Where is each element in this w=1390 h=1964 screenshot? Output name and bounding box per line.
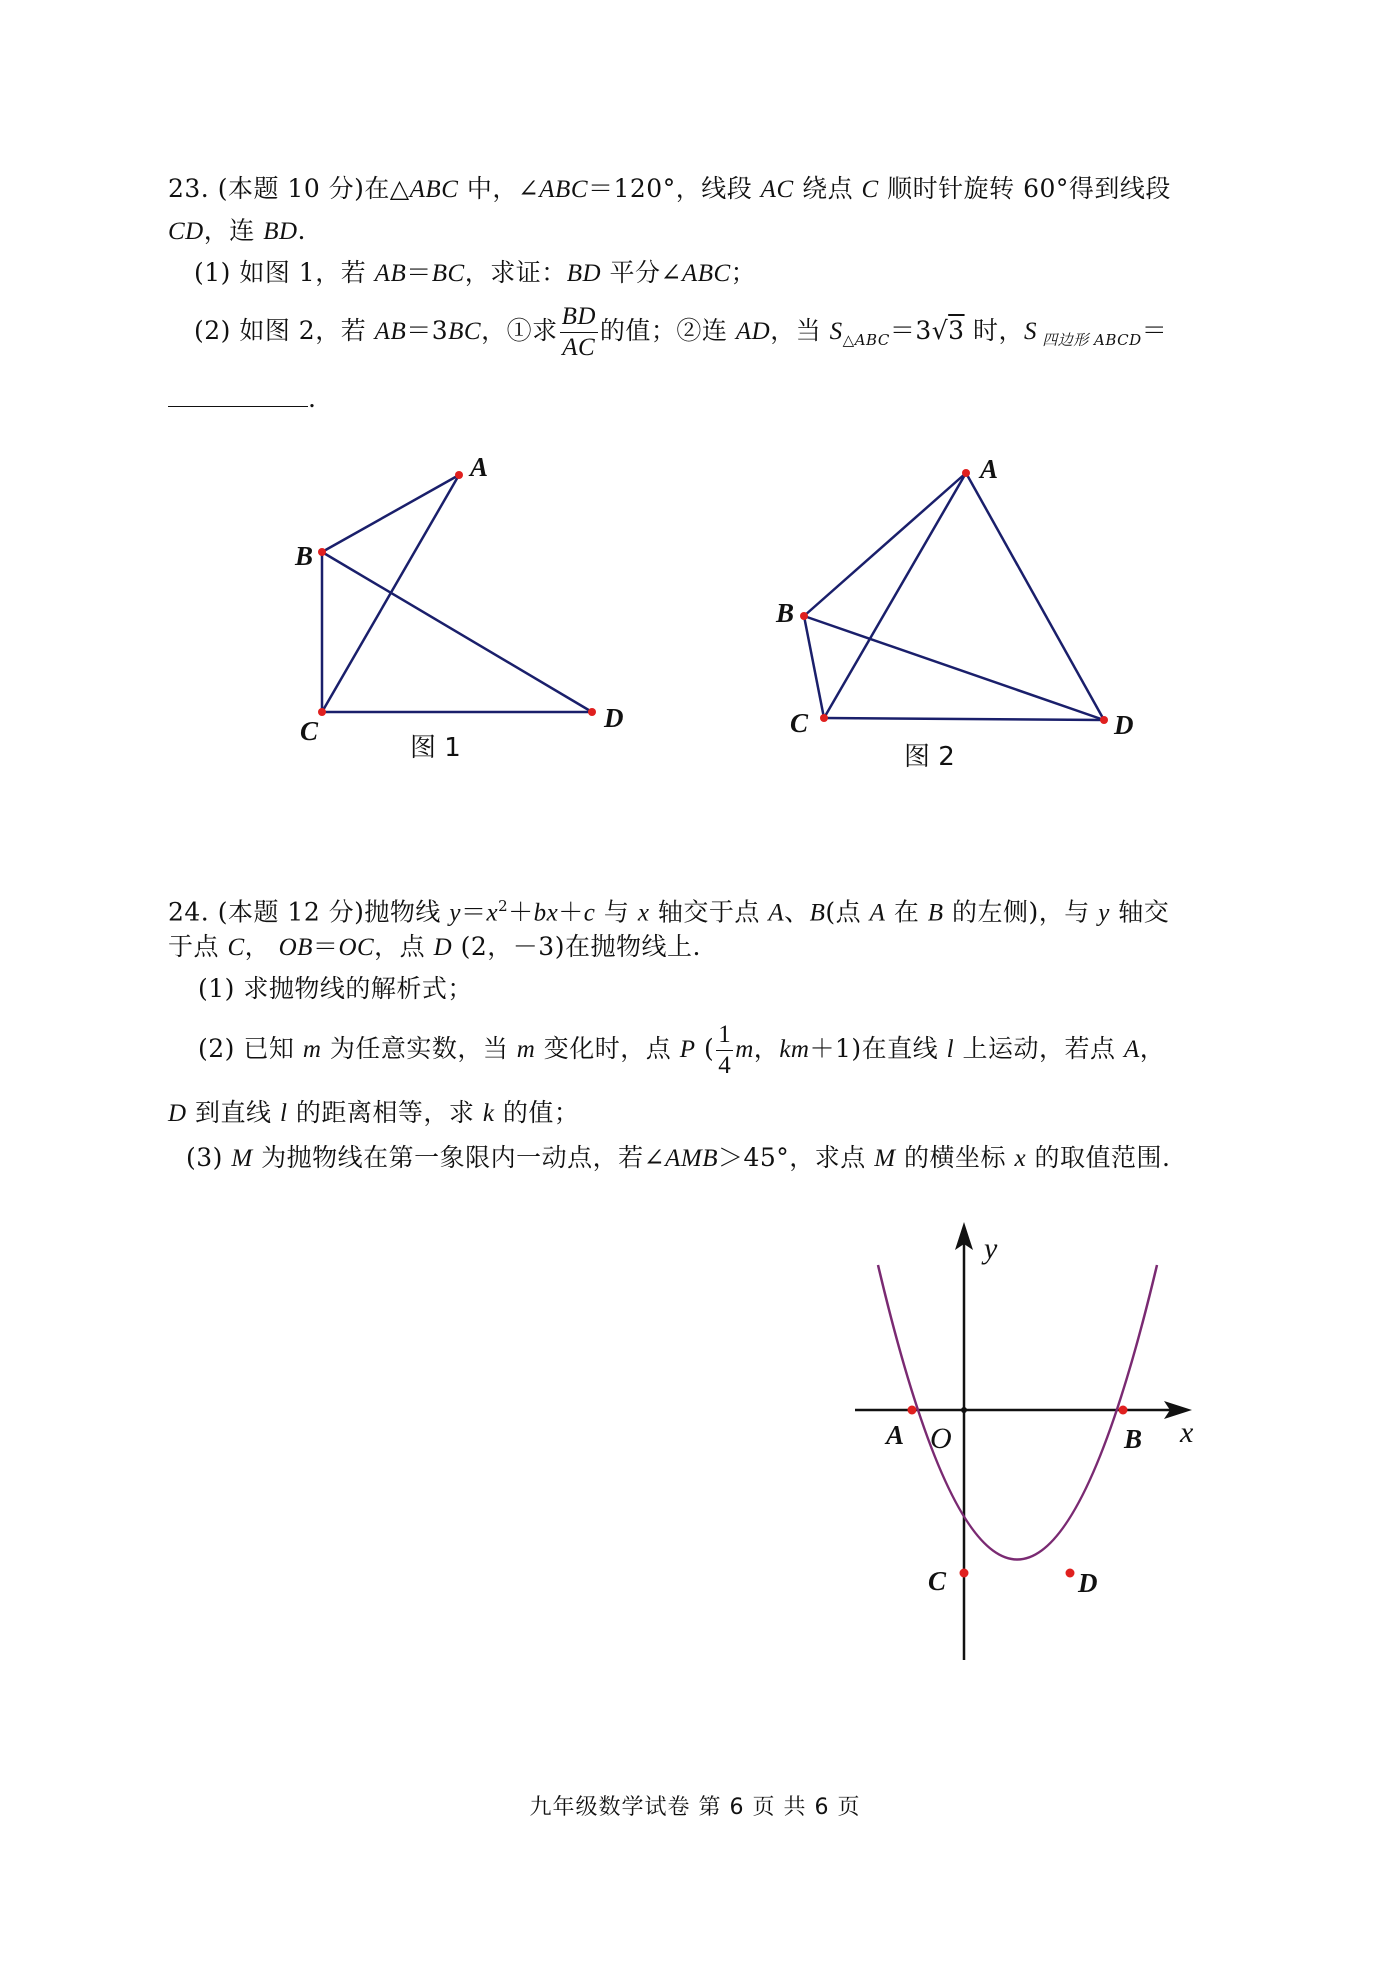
- q23-line1: 23. (本题 10 分)在△ABC 中，∠ABC＝120°，线段 AC 绕点 C 顺时针旋转 60°得到线段: [168, 174, 1171, 203]
- segment-bc: [804, 616, 824, 718]
- fraction-bd-ac: $\frac{BD}{AC}$: [561, 303, 596, 361]
- q24-part3: (3) M 为抛物线在第一象限内一动点，若∠AMB＞45°，求点 M 的横坐标 x 的取值范围.: [186, 1143, 1171, 1172]
- point-a: [908, 1406, 917, 1415]
- segment-bd: [322, 552, 592, 712]
- figure-1: [294, 452, 624, 763]
- q24-part2: (2) 已知 m 为任意实数，当 m 变化时，点 P ( $\frac{1}{4}$ m，km＋1)在直线 l 上运动，若点 A，: [198, 1021, 1166, 1079]
- label-a: A: [886, 1420, 905, 1450]
- page-footer: 九年级数学试卷 第 6 页 共 6 页: [529, 1795, 861, 1820]
- parabola-curve: [878, 1265, 1157, 1560]
- label-b: B: [776, 598, 795, 628]
- point-b: [1119, 1406, 1128, 1415]
- origin-dot: [961, 1407, 967, 1413]
- sqrt-sign: √: [931, 316, 949, 345]
- point-d: [1100, 716, 1108, 724]
- y-axis-label: y: [984, 1232, 998, 1265]
- label-c: C: [790, 708, 809, 738]
- figure-2-caption: 图 2: [904, 742, 955, 772]
- label-d: D: [1078, 1568, 1098, 1598]
- point-b: [318, 548, 326, 556]
- label-d: D: [604, 703, 624, 733]
- label-a: A: [470, 452, 489, 482]
- label-c: C: [300, 716, 319, 746]
- q23-part2: (2) 如图 2，若 AB＝3BC，①求 $\frac{BD}{AC}$ 的值；②连 AD，当 $S_{\triangle ABC}=3√3$ 时，S $_{四边形 ABCD}$＝: [194, 303, 1168, 361]
- figure-2: [775, 454, 1134, 772]
- label-c: C: [928, 1566, 947, 1596]
- q23-line2: CD，连 BD.: [168, 216, 306, 245]
- point-b: [800, 612, 808, 620]
- figure-1-caption: 图 1: [410, 733, 461, 763]
- q24-part1: (1) 求抛物线的解析式；: [198, 974, 473, 1003]
- segment-bd: [804, 616, 1104, 720]
- label-b: B: [1124, 1424, 1143, 1454]
- blank-period: .: [308, 384, 316, 413]
- segment-ab: [322, 475, 459, 552]
- origin-label: O: [930, 1422, 952, 1455]
- segment-cd: [824, 718, 1104, 720]
- fraction-one-quarter: $\frac{1}{4}$: [718, 1021, 732, 1079]
- point-d: [1066, 1569, 1075, 1578]
- point-c: [318, 708, 326, 716]
- parabola-figure: [855, 1222, 1194, 1660]
- label-a: A: [980, 454, 999, 484]
- segment-ab: [804, 473, 966, 616]
- label-b: B: [295, 541, 314, 571]
- q24-line1: 24. (本题 12 分)抛物线 $y=x^2+bx+c$ 与 x 轴交于点 A、B(点 A 在 B 的左侧)，与 y 轴交: [168, 897, 1170, 927]
- point-a: [962, 469, 970, 477]
- point-c: [960, 1569, 969, 1578]
- q23-part1: (1) 如图 1，若 AB＝BC，求证：BD 平分∠ABC；: [194, 258, 757, 287]
- q24-line2: 于点 C， OB＝OC，点 D (2，－3)在抛物线上.: [168, 932, 701, 961]
- point-c: [820, 714, 828, 722]
- segment-ad: [966, 473, 1104, 720]
- label-d: D: [1114, 710, 1134, 740]
- q24-line5: D 到直线 l 的距离相等，求 k 的值；: [168, 1098, 580, 1127]
- x-axis-label: x: [1180, 1416, 1194, 1449]
- point-a: [455, 471, 463, 479]
- point-d: [588, 708, 596, 716]
- segment-ac: [824, 473, 966, 718]
